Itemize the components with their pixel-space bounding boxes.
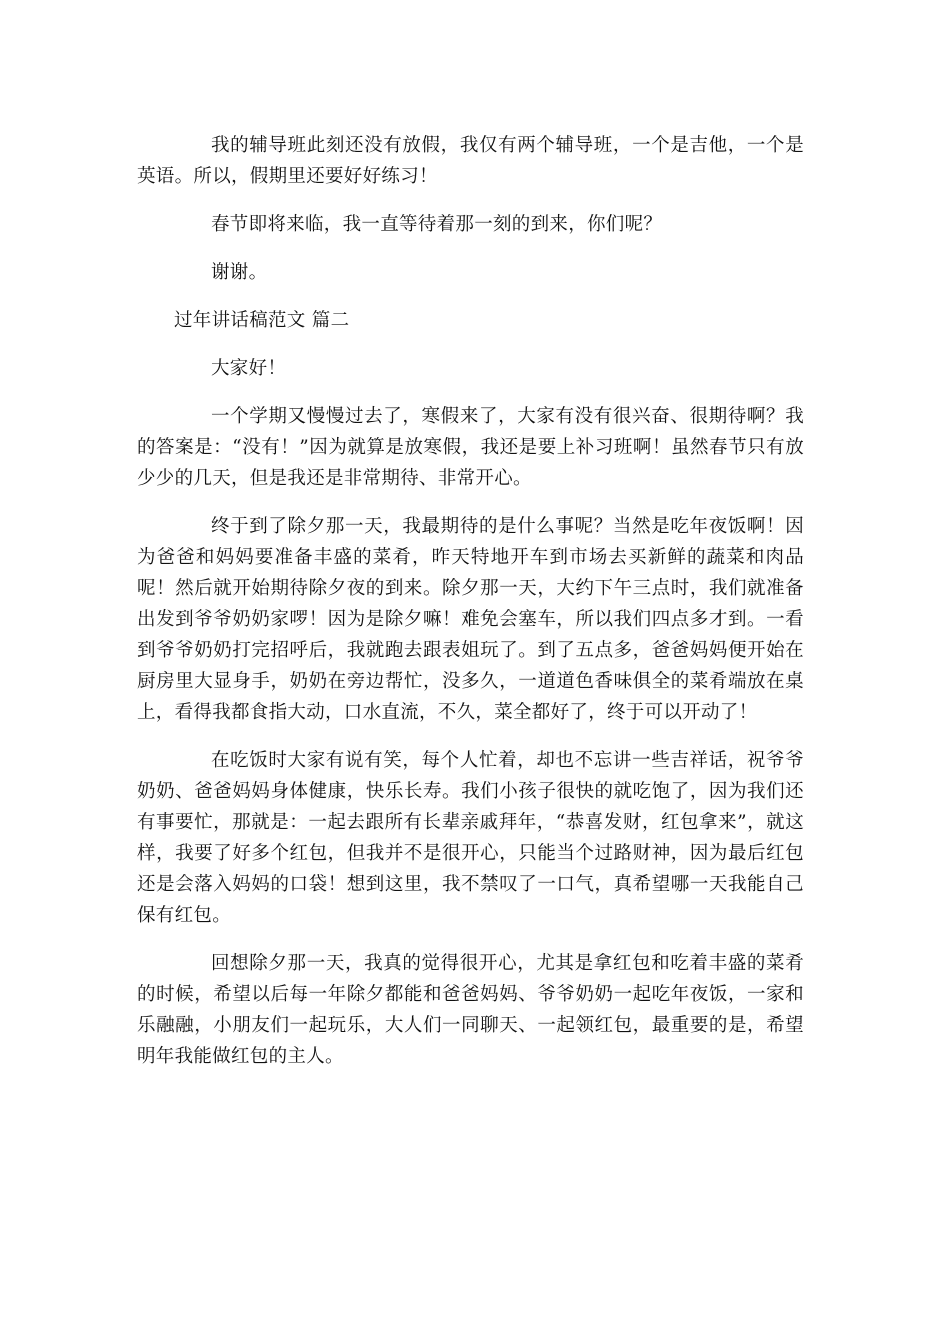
paragraph-tutoring: 我的辅导班此刻还没有放假，我仅有两个辅导班，一个是吉他，一个是英语。所以，假期里还要好好练习！ (137, 135, 804, 187)
paragraph-dinner: 在吃饭时大家有说有笑，每个人忙着，却也不忘讲一些吉祥话，祝爷爷奶奶、爸爸妈妈身体健康，快乐长寿。我们小孩子很快的就吃饱了，因为我们还有事要忙，那就是：一起去跟所有长辈亲戚拜年，“恭喜发财，红包拿来”，就这样，我要了好多个红包，但我并不是很开心，只能当个过路财神，因为最后红包还是会落入妈妈的口袋！想到这里，我不禁叹了一口气，真希望哪一天我能自己保有红包。 (137, 750, 804, 926)
paragraph-thanks: 谢谢。 (211, 262, 268, 283)
paragraph-reflection: 回想除夕那一天，我真的觉得很开心，尤其是拿红包和吃着丰盛的菜肴的时候，希望以后每一年除夕都能和爸爸妈妈、爷爷奶奶一起吃年夜饭，一家和乐融融，小朋友们一起玩乐，大人们一同聊天、一起领红包，最重要的是，希望明年我能做红包的主人。 (137, 953, 804, 1067)
paragraph-greeting: 大家好！ (211, 358, 287, 379)
paragraph-spring-festival: 春节即将来临，我一直等待着那一刻的到来，你们呢？ (211, 214, 663, 235)
paragraph-winter-break: 一个学期又慢慢过去了，寒假来了，大家有没有很兴奋、很期待啊？我的答案是：“没有！”因为就算是放寒假，我还是要上补习班啊！虽然春节只有放少少的几天，但是我还是非常期待、非常开心。 (137, 406, 804, 489)
section-heading: 过年讲话稿范文 篇二 (174, 310, 350, 331)
document-body (137, 130, 804, 1089)
paragraph-new-years-eve: 终于到了除夕那一天，我最期待的是什么事呢？当然是吃年夜饭啊！因为爸爸和妈妈要准备丰盛的菜肴，昨天特地开车到市场去买新鲜的蔬菜和肉品呢！然后就开始期待除夕夜的到来。除夕那一天，大约下午三点时，我们就准备出发到爷爷奶奶家啰！因为是除夕嘛！难免会塞车，所以我们四点多才到。一看到爷爷奶奶打完招呼后，我就跑去跟表姐玩了。到了五点多，爸爸妈妈便开始在厨房里大显身手，奶奶在旁边帮忙，没多久，一道道色香味俱全的菜肴端放在桌上，看得我都食指大动，口水直流，不久，菜全都好了，终于可以开动了！ (137, 516, 804, 723)
